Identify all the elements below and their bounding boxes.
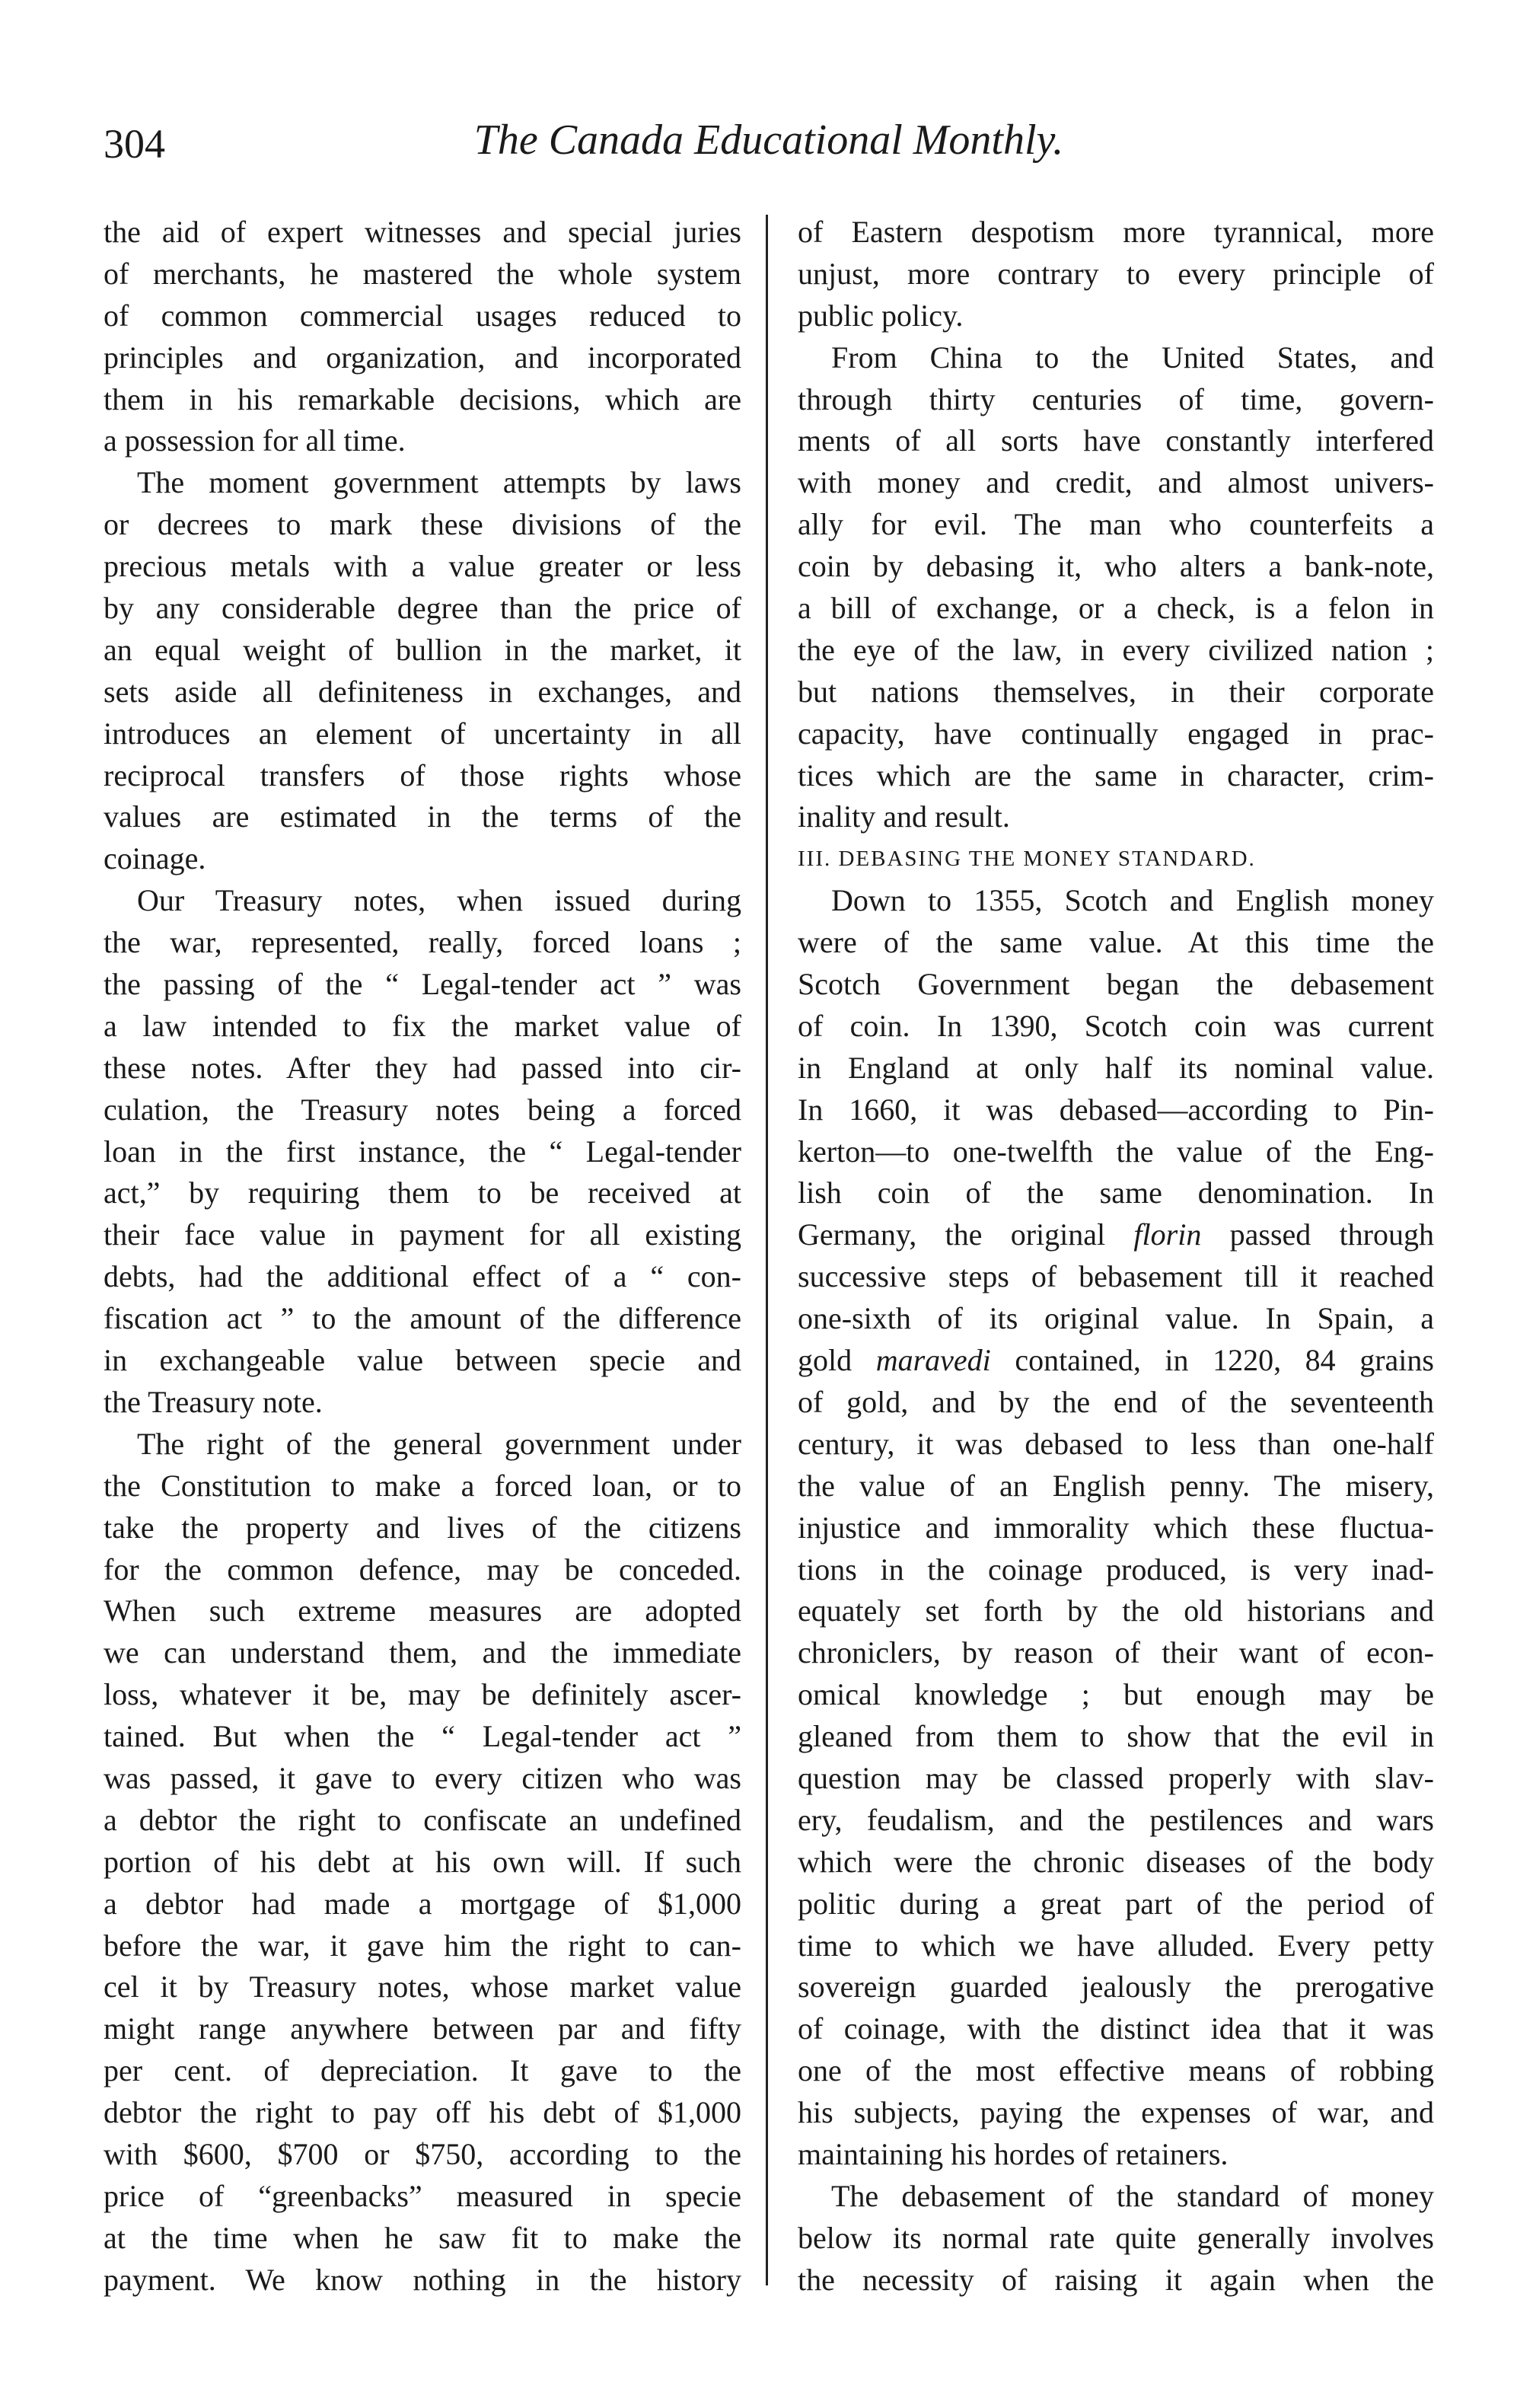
left-column <box>104 212 741 2301</box>
text-line: the value of an English penny. The misery, <box>798 1468 1434 1503</box>
text-line: his subjects, paying the expenses of war, and <box>798 2095 1434 2130</box>
text-line: injustice and immorality which these fluctua- <box>798 1510 1434 1545</box>
text-line: below its normal rate quite generally involves <box>798 2220 1434 2255</box>
text-line: reciprocal transfers of those rights whose <box>104 757 741 793</box>
text-line: In 1660, it was debased—according to Pin- <box>798 1092 1434 1127</box>
text-segment: passed through <box>1201 1217 1434 1252</box>
text-line: these notes. After they had passed into cir- <box>104 1050 741 1085</box>
text-line: but nations themselves, in their corporate <box>798 674 1434 709</box>
text-line: was passed, it gave to every citizen who was <box>104 1760 741 1795</box>
text-line: one-sixth of its original value. In Spain, a <box>798 1301 1434 1336</box>
text-line: the eye of the law, in every civilized nation ; <box>798 632 1434 667</box>
text-line: gleaned from them to show that the evil in <box>798 1719 1434 1754</box>
text-line: in England at only half its nominal value. <box>798 1050 1434 1085</box>
text-line: one of the most effective means of robbing <box>798 2053 1434 2088</box>
column-divider <box>766 215 768 2285</box>
text-line: culation, the Treasury notes being a forced <box>104 1092 741 1127</box>
text-line: might range anywhere between par and fifty <box>104 2011 741 2046</box>
text-line: tained. But when the “ Legal-tender act ” <box>104 1719 741 1754</box>
text-line: we can understand them, and the immediate <box>104 1635 741 1670</box>
text-line: the Treasury note. <box>104 1384 323 1419</box>
text-line: cel it by Treasury notes, whose market value <box>104 1969 741 2005</box>
text-line: payment. We know nothing in the history <box>104 2262 741 2297</box>
text-line: tices which are the same in character, crim- <box>798 757 1434 793</box>
text-line: The debasement of the standard of money <box>831 2178 1434 2213</box>
text-line: fiscation act ” to the amount of the difference <box>104 1301 741 1336</box>
text-line: When such extreme measures are adopted <box>104 1593 741 1628</box>
text-line: omical knowledge ; but enough may be <box>798 1677 1434 1712</box>
text-segment: Germany, the original <box>798 1217 1134 1252</box>
text-line: with $600, $700 or $750, according to the <box>104 2136 741 2171</box>
text-line: century, it was debased to less than one-half <box>798 1426 1434 1461</box>
text-line: the war, represented, really, forced loans ; <box>104 925 741 960</box>
text-line: maintaining his hordes of retainers. <box>798 2136 1229 2171</box>
text-line: of gold, and by the end of the seventeenth <box>798 1384 1434 1419</box>
right-column <box>798 212 1434 2301</box>
text-line: take the property and lives of the citizens <box>104 1510 741 1545</box>
text-line: the aid of expert witnesses and special juries <box>104 215 741 249</box>
text-line: for the common defence, may be conceded. <box>104 1552 741 1587</box>
text-line: loan in the first instance, the “ Legal-tender <box>104 1134 741 1169</box>
text-line: successive steps of bebasement till it reached <box>798 1259 1434 1294</box>
text-line: portion of his debt at his own will. If such <box>104 1844 741 1879</box>
text-line: act,” by requiring them to be received at <box>104 1175 741 1210</box>
text-line: were of the same value. At this time the <box>798 925 1434 960</box>
text-line: chroniclers, by reason of their want of econ- <box>798 1635 1434 1670</box>
text-line: Our Treasury notes, when issued during <box>137 883 741 918</box>
text-line: them in his remarkable decisions, which are <box>104 381 741 416</box>
text-line: per cent. of depreciation. It gave to the <box>104 2053 741 2088</box>
text-line: equately set forth by the old historians and <box>798 1593 1434 1628</box>
text-line: Down to 1355, Scotch and English money <box>831 883 1434 918</box>
text-line: by any considerable degree than the price of <box>104 591 741 626</box>
page-number: 304 <box>104 121 165 167</box>
text-line: of coinage, with the distinct idea that it was <box>798 2011 1434 2046</box>
text-line: unjust, more contrary to every principle of <box>798 256 1434 291</box>
text-line: precious metals with a value greater or less <box>104 549 741 584</box>
text-line: inality and result. <box>798 799 1010 834</box>
text-line: a debtor had made a mortgage of $1,000 <box>104 1886 741 1921</box>
text-line: at the time when he saw fit to make the <box>104 2220 741 2255</box>
text-line: lish coin of the same denomination. In <box>798 1175 1434 1210</box>
text-line: a possession for all time. <box>104 423 406 458</box>
text-line: The right of the general government under <box>137 1426 741 1461</box>
text-line: of common commercial usages reduced to <box>104 298 741 333</box>
text-line: coinage. <box>104 841 206 876</box>
text-line: loss, whatever it be, may be definitely ascer- <box>104 1677 741 1712</box>
text-line: time to which we have alluded. Every petty <box>798 1928 1434 1963</box>
text-line: in exchangeable value between specie and <box>104 1343 741 1378</box>
text-line: kerton—to one-twelfth the value of the Eng- <box>798 1134 1434 1169</box>
text-line: principles and organization, and incorporated <box>104 340 741 375</box>
text-line: a law intended to fix the market value of <box>104 1008 741 1043</box>
text-line: introduces an element of uncertainty in all <box>104 716 741 751</box>
text-line: before the war, it gave him the right to can- <box>104 1928 741 1963</box>
text-line: public policy. <box>798 298 964 333</box>
text-line: of Eastern despotism more tyrannical, more <box>798 215 1434 249</box>
italic-term: florin <box>1133 1217 1202 1252</box>
text-line: of merchants, he mastered the whole system <box>104 256 741 291</box>
text-line <box>798 1214 1434 1256</box>
text-segment: contained, in 1220, 84 grains <box>990 1343 1434 1378</box>
text-line: sets aside all definiteness in exchanges, and <box>104 674 741 709</box>
text-line: a bill of exchange, or a check, is a felon in <box>798 591 1434 626</box>
section-heading: III. DEBASING THE MONEY STANDARD. <box>798 847 1256 872</box>
running-title: The Canada Educational Monthly. <box>473 116 1064 164</box>
text-segment: gold <box>798 1343 876 1378</box>
text-line: which were the chronic diseases of the body <box>798 1844 1434 1879</box>
text-line: of coin. In 1390, Scotch coin was current <box>798 1008 1434 1043</box>
text-line: From China to the United States, and <box>831 340 1434 375</box>
text-line: through thirty centuries of time, govern- <box>798 381 1434 416</box>
text-line: capacity, have continually engaged in prac- <box>798 716 1434 751</box>
text-line: Scotch Government began the debasement <box>798 967 1434 1002</box>
text-line: with money and credit, and almost univers- <box>798 465 1434 500</box>
text-line: tions in the coinage produced, is very inad- <box>798 1552 1434 1587</box>
text-line <box>798 1340 1434 1382</box>
text-line: sovereign guarded jealously the prerogative <box>798 1969 1434 2005</box>
text-line: their face value in payment for all existing <box>104 1217 741 1252</box>
text-line: the passing of the “ Legal-tender act ” was <box>104 967 741 1002</box>
text-line: price of “greenbacks” measured in specie <box>104 2178 741 2213</box>
text-line: or decrees to mark these divisions of the <box>104 507 741 542</box>
text-line: values are estimated in the terms of the <box>104 799 741 834</box>
text-line: ally for evil. The man who counterfeits a <box>798 507 1434 542</box>
text-line: the Constitution to make a forced loan, or to <box>104 1468 741 1503</box>
text-line: ery, feudalism, and the pestilences and wars <box>798 1802 1434 1837</box>
text-line: politic during a great part of the period of <box>798 1886 1434 1921</box>
text-line: The moment government attempts by laws <box>137 465 741 500</box>
text-line: debtor the right to pay off his debt of $1,000 <box>104 2095 741 2130</box>
text-line: the necessity of raising it again when the <box>798 2262 1434 2297</box>
text-line: coin by debasing it, who alters a bank-note, <box>798 549 1434 584</box>
italic-term: maravedi <box>875 1343 991 1378</box>
text-line: an equal weight of bullion in the market, it <box>104 632 741 667</box>
text-line: ments of all sorts have constantly interfered <box>798 423 1434 458</box>
text-line: a debtor the right to confiscate an undefined <box>104 1802 741 1837</box>
text-line: question may be classed properly with slav- <box>798 1760 1434 1795</box>
text-line: debts, had the additional effect of a “ con- <box>104 1259 741 1294</box>
